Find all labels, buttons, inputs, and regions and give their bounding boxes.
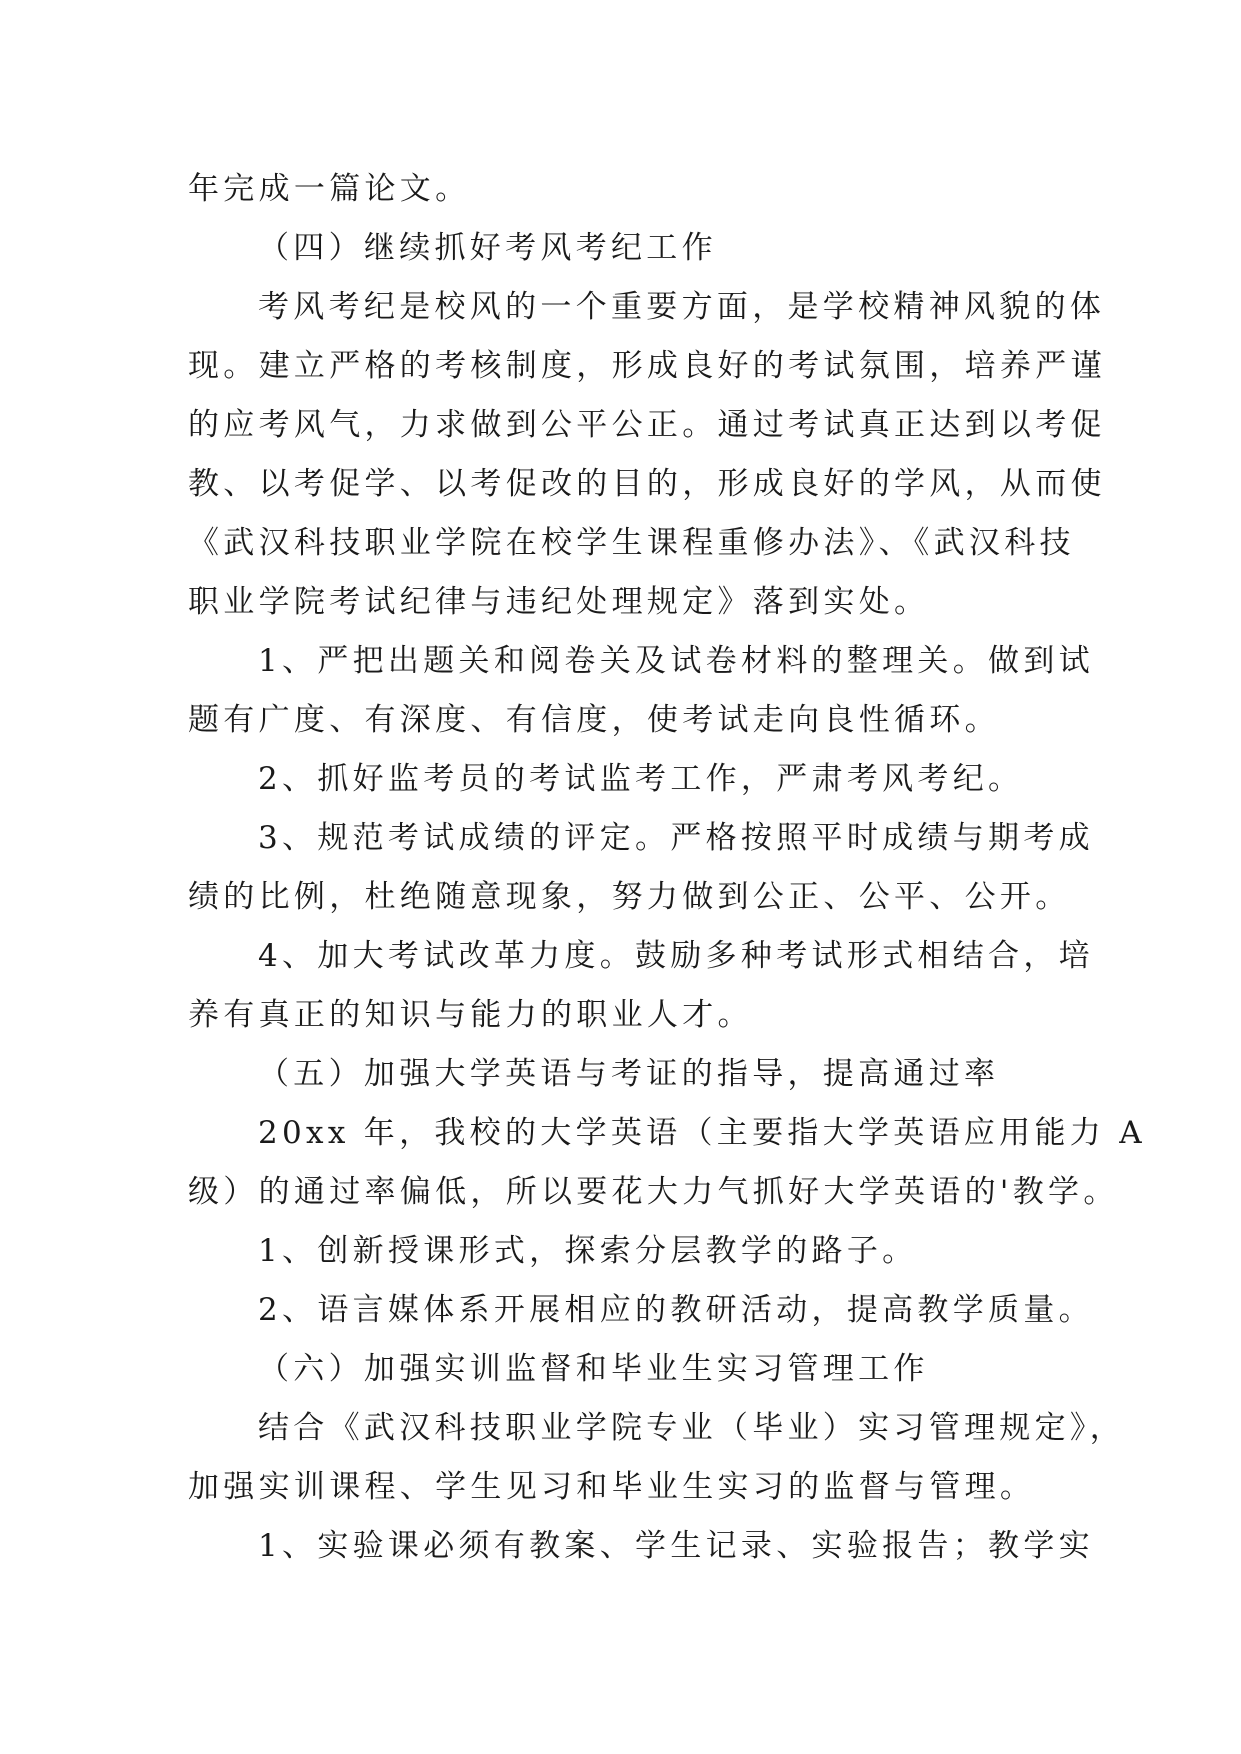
document-body [188, 160, 1146, 1576]
paragraph-line: 4、加大考试改革力度。鼓励多种考试形式相结合，培 [258, 938, 1094, 974]
paragraph-line: （五）加强大学英语与考证的指导，提高通过率 [258, 1056, 1000, 1092]
paragraph-line: 教、以考促学、以考促改的目的，形成良好的学风，从而使 [188, 466, 1106, 502]
paragraph-line: 结合《武汉科技职业学院专业（毕业）实习管理规定》， [258, 1410, 1125, 1446]
paragraph-line: 1、实验课必须有教案、学生记录、实验报告；教学实 [258, 1528, 1094, 1564]
paragraph-line: 加强实训课程、学生见习和毕业生实习的监督与管理。 [188, 1469, 1036, 1505]
paragraph-line: 年完成一篇论文。 [188, 171, 471, 207]
paragraph-line: 考风考纪是校风的一个重要方面，是学校精神风貌的体 [258, 289, 1106, 325]
paragraph-line: （四）继续抓好考风考纪工作 [258, 230, 717, 266]
paragraph-line: 职业学院考试纪律与违纪处理规定》落到实处。 [188, 584, 930, 620]
paragraph-line: 3、规范考试成绩的评定。严格按照平时成绩与期考成 [258, 820, 1094, 856]
paragraph-line: 现。建立严格的考核制度，形成良好的考试氛围，培养严谨 [188, 348, 1106, 384]
paragraph-line: （六）加强实训监督和毕业生实习管理工作 [258, 1351, 929, 1387]
paragraph-line: 2、抓好监考员的考试监考工作，严肃考风考纪。 [258, 761, 1024, 797]
paragraph-line: 题有广度、有深度、有信度，使考试走向良性循环。 [188, 702, 1000, 738]
paragraph-line: 养有真正的知识与能力的职业人才。 [188, 997, 753, 1033]
paragraph-line: 绩的比例，杜绝随意现象，努力做到公正、公平、公开。 [188, 879, 1071, 915]
paragraph-line: 20xx 年，我校的大学英语（主要指大学英语应用能力 A [258, 1115, 1146, 1151]
paragraph-line: 的应考风气，力求做到公平公正。通过考试真正达到以考促 [188, 407, 1106, 443]
paragraph-line: 1、严把出题关和阅卷关及试卷材料的整理关。做到试 [258, 643, 1094, 679]
paragraph-line: 2、语言媒体系开展相应的教研活动，提高教学质量。 [258, 1292, 1094, 1328]
paragraph-line: 1、创新授课形式，探索分层教学的路子。 [258, 1233, 918, 1269]
paragraph-line: 《武汉科技职业学院在校学生课程重修办法》、《武汉科技 [188, 525, 1075, 561]
paragraph-line: 级）的通过率偏低，所以要花大力气抓好大学英语的'教学。 [188, 1174, 1119, 1210]
